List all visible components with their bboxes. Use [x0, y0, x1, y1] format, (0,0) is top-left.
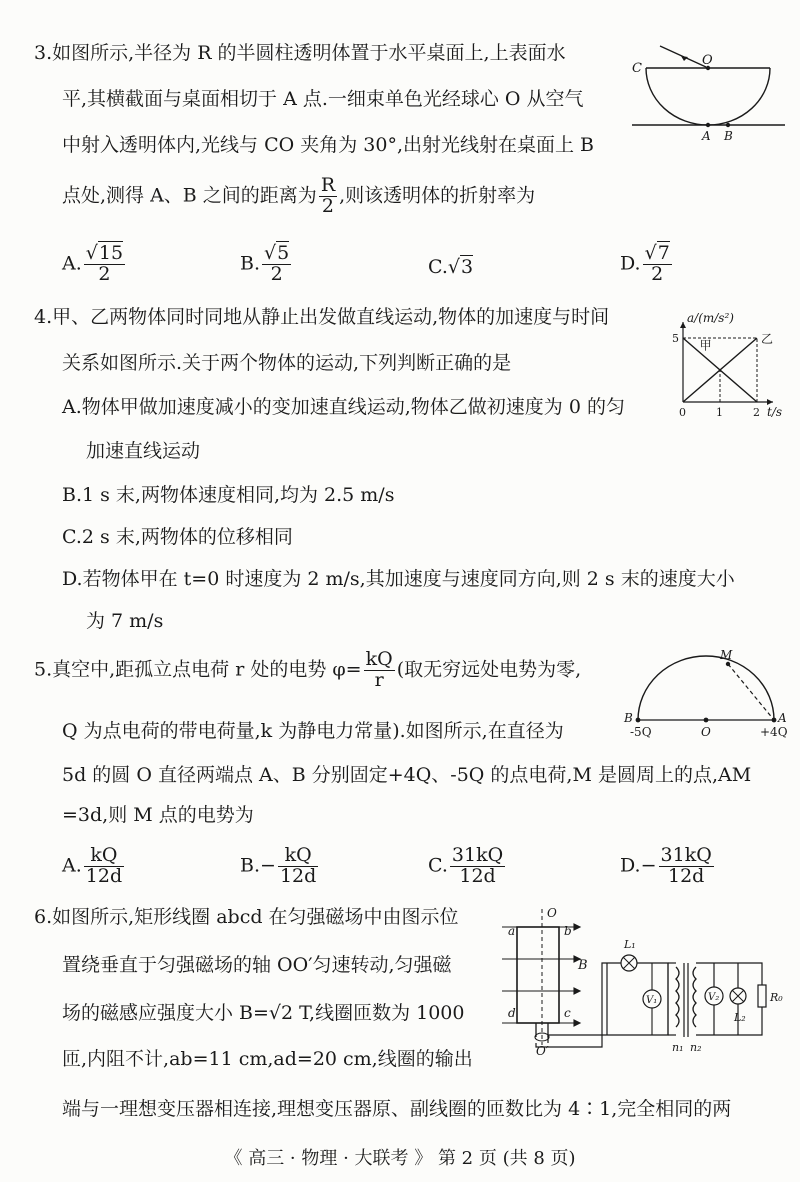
q5-line-1-pre: 5.真空中,距孤立点电荷 r 处的电势 φ=	[34, 658, 362, 681]
q6-line-3: 场的磁感应强度大小 B=√2 T,线圈匝数为 1000	[62, 1002, 465, 1024]
q5-option-b-sign: −	[260, 854, 276, 877]
label-field-b: B	[578, 958, 588, 973]
q4-option-a[interactable]: A.物体甲做加速度减小的变加速直线运动,物体乙做初速度为 0 的匀	[62, 396, 625, 418]
q3-option-b[interactable]: B. $\frac{√5}{2}$	[240, 242, 290, 285]
label-r0: R₀	[770, 991, 783, 1004]
q6-figure-circuit	[492, 905, 792, 1058]
label-a: a	[508, 924, 516, 938]
label-n1: n₁	[672, 1041, 684, 1054]
q5-option-a-den: 12d	[85, 864, 123, 887]
q5-line-2: Q 为点电荷的带电荷量,k 为静电力常量).如图所示,在直径为	[62, 720, 564, 742]
q3-option-a-den: 2	[98, 262, 111, 285]
q5-option-d[interactable]	[620, 846, 716, 887]
q5-line-1-post: (取无穷远处电势为零,	[396, 658, 582, 681]
label-m: M	[720, 648, 733, 662]
q5-option-a[interactable]	[62, 846, 126, 887]
q4-line-1: 4.甲、乙两物体同时同地从静止出发做直线运动,物体的加速度与时间	[34, 306, 610, 328]
q4-chart	[665, 300, 785, 420]
q3-option-c-rad: 3	[461, 256, 474, 278]
q5-option-a-num: kQ	[84, 846, 124, 867]
q3-frac-den: 2	[321, 194, 335, 217]
label-o: O	[701, 725, 711, 739]
q5-frac-den: r	[374, 668, 384, 691]
label-v1: V₁	[646, 995, 658, 1006]
chart-y-label: a/(m/s²)	[687, 311, 734, 325]
semicircle-arc	[646, 68, 770, 125]
q5-option-b-num: kQ	[278, 846, 318, 867]
q3-option-b-den: 2	[270, 262, 283, 285]
q6-line-4: 匝,内阻不计,ab=11 cm,ad=20 cm,线圈的输出	[62, 1048, 473, 1070]
q3-figure-semicylinder	[630, 40, 790, 150]
label-a: A	[702, 129, 711, 143]
label-v2: V₂	[708, 992, 720, 1003]
q3-line-4-pre: 点处,测得 A、B 之间的距离为	[62, 184, 317, 207]
q5-frac-num: kQ	[365, 648, 393, 670]
q4-option-a-cont: 加速直线运动	[86, 440, 201, 462]
label-l2: L₂	[734, 1011, 746, 1024]
page-footer: 《 高三 · 物理 · 大联考 》 第 2 页 (共 8 页)	[224, 1148, 576, 1169]
label-b: b	[564, 924, 572, 938]
q3-line-1: 3.如图所示,半径为 R 的半圆柱透明体置于水平桌面上,上表面水	[34, 42, 566, 64]
series-label-jia: 甲	[699, 338, 712, 353]
y-tick-label: 5	[672, 332, 679, 345]
q5-option-c[interactable]	[428, 846, 507, 887]
q5-line-4: =3d,则 M 点的电势为	[62, 804, 254, 826]
label-n2: n₂	[690, 1041, 702, 1054]
q3-line-4	[62, 176, 535, 217]
point-a	[706, 123, 710, 127]
q4-option-d-cont: 为 7 m/s	[86, 610, 164, 632]
q4-option-c[interactable]: C.2 s 末,两物体的位移相同	[62, 526, 293, 548]
q3-option-d-label: D.	[620, 252, 641, 275]
resistor-r0-icon	[758, 985, 766, 1007]
q5-option-d-num: 31kQ	[660, 844, 712, 866]
semicircle-arc	[638, 656, 774, 720]
q4-option-b[interactable]: B.1 s 末,两物体速度相同,均为 2.5 m/s	[62, 484, 395, 506]
q5-option-a-label: A.	[62, 854, 82, 877]
q3-option-a-label: A.	[62, 252, 82, 275]
label-a: A	[778, 711, 787, 725]
q6-line-1: 6.如图所示,矩形线圈 abcd 在匀强磁场中由图示位	[34, 906, 459, 928]
label-c: c	[564, 1006, 571, 1020]
q3-line-3: 中射入透明体内,光线与 CO 夹角为 30°,出射光线射在桌面上 B	[62, 134, 594, 156]
label-b: B	[724, 129, 733, 143]
q3-option-d-den: 2	[651, 262, 664, 285]
q5-option-b[interactable]	[240, 846, 320, 887]
label-b: B	[624, 711, 633, 725]
x-tick-label: 2	[753, 406, 760, 419]
x-tick-label: 0	[679, 406, 686, 419]
secondary-coil	[693, 967, 696, 1027]
q5-option-d-label: D.	[620, 854, 641, 877]
q4-option-d[interactable]: D.若物体甲在 t=0 时速度为 2 m/s,其加速度与速度同方向,则 2 s 末的速度大小	[62, 568, 735, 590]
q3-option-c[interactable]: C.√3	[428, 256, 474, 278]
q3-option-a-rad: 15	[98, 242, 124, 264]
primary-coil	[676, 967, 679, 1027]
q3-option-d[interactable]: D. $\frac{√7}{2}$	[620, 242, 670, 285]
q4-line-2: 关系如图所示.关于两个物体的运动,下列判断正确的是	[62, 352, 512, 374]
label-o-prime: O′	[536, 1044, 549, 1058]
q5-option-d-sign: −	[640, 854, 657, 877]
q5-line-1	[34, 650, 581, 691]
x-tick-label: 1	[716, 406, 723, 419]
label-d: d	[508, 1006, 516, 1020]
center-o	[704, 718, 709, 723]
label-c: C	[632, 61, 642, 76]
q3-fraction	[319, 176, 337, 217]
y-axis-arrow-icon	[680, 322, 686, 328]
label-l1: L₁	[624, 938, 636, 951]
coil-abcd	[517, 927, 559, 1023]
q3-option-d-rad: 7	[657, 242, 670, 264]
label-o: O	[547, 906, 557, 920]
label-charge-a: +4Q	[760, 725, 788, 739]
q3-option-b-rad: 5	[277, 242, 290, 264]
q5-figure-semicircle	[620, 650, 790, 742]
q6-line-5: 端与一理想变压器相连接,理想变压器原、副线圈的匝数比为 4∶1,完全相同的两	[62, 1098, 732, 1120]
point-b	[726, 123, 730, 127]
q5-option-d-den: 12d	[668, 864, 705, 887]
q3-option-b-label: B.	[240, 252, 261, 275]
series-label-yi: 乙	[761, 332, 774, 347]
label-o: O	[702, 53, 713, 68]
chart-x-label: t/s	[767, 405, 783, 419]
q3-line-4-post: ,则该透明体的折射率为	[339, 184, 536, 207]
q5-option-c-label: C.	[428, 854, 448, 877]
q5-option-c-num: 31kQ	[451, 844, 504, 866]
point-a	[772, 718, 777, 723]
point-b	[636, 718, 641, 723]
q3-frac-num: R	[320, 174, 336, 196]
q3-line-2: 平,其横截面与桌面相切于 A 点.一细束单色光经球心 O 从空气	[62, 88, 584, 110]
point-m	[726, 662, 730, 666]
q5-potential-fraction	[364, 650, 395, 691]
q5-option-b-label: B.	[240, 854, 261, 877]
q6-line-2: 置绕垂直于匀强磁场的轴 OO′匀速转动,匀强磁	[62, 954, 452, 976]
q3-option-a[interactable]: A. $\frac{√15}{2}$	[62, 242, 124, 285]
q3-option-c-label: C.	[428, 256, 448, 278]
q5-option-c-den: 12d	[459, 864, 496, 887]
label-charge-b: -5Q	[630, 725, 652, 739]
q5-line-3: 5d 的圆 O 直径两端点 A、B 分别固定+4Q、-5Q 的点电荷,M 是圆周上的点,AM	[62, 764, 752, 786]
q5-option-b-den: 12d	[279, 864, 317, 887]
